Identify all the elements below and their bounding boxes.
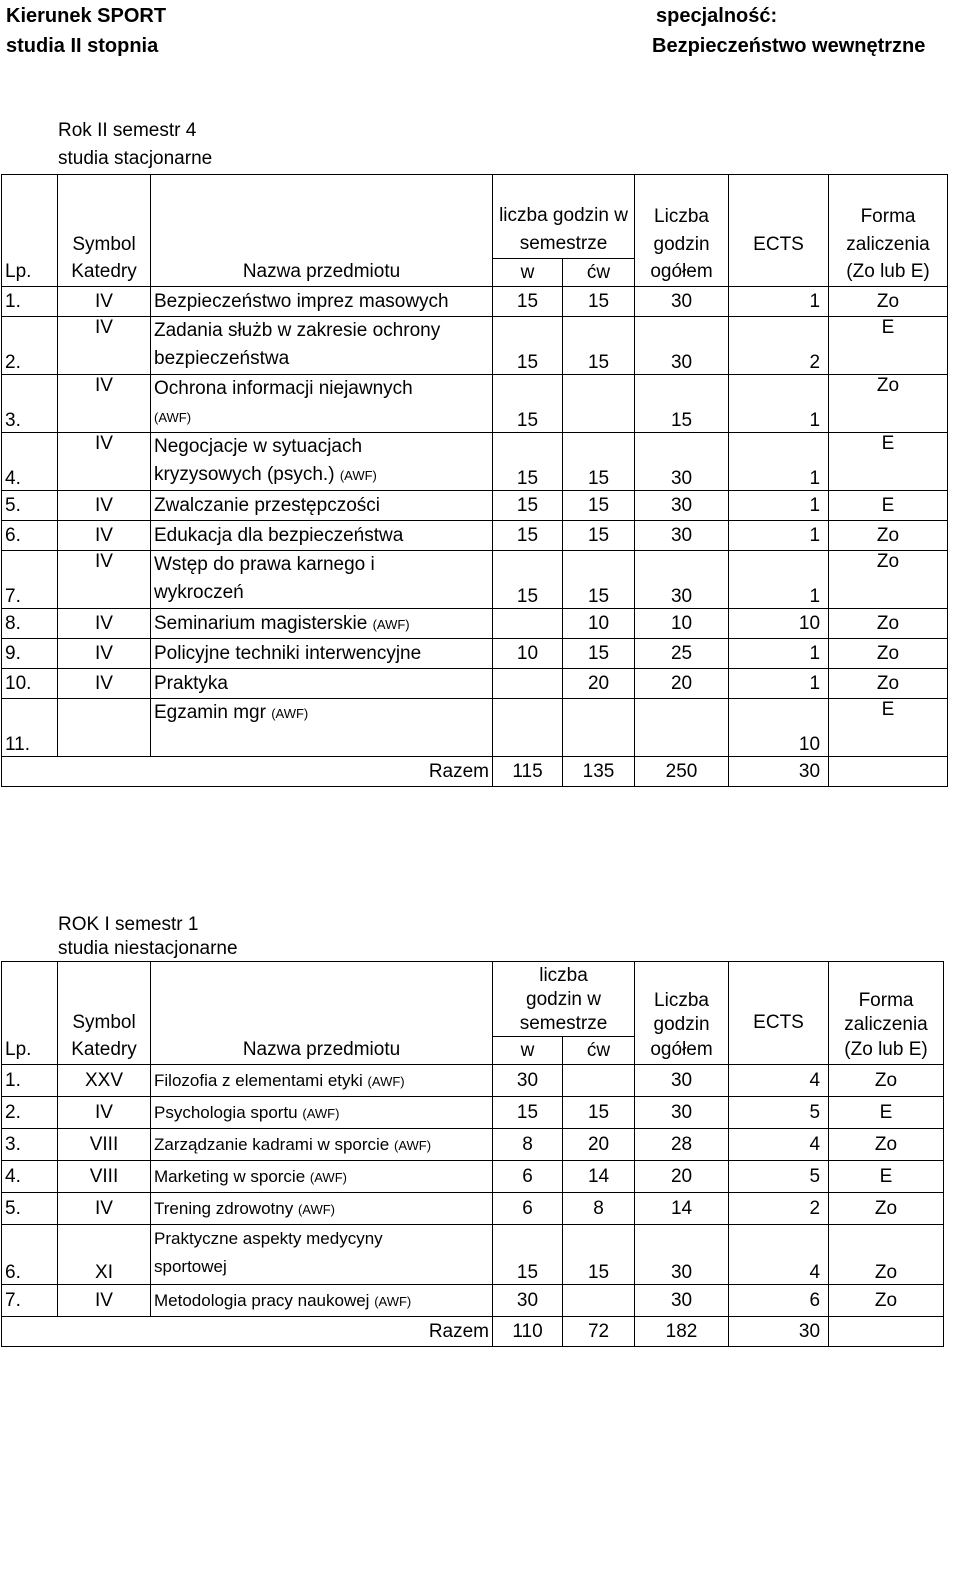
cell-subject-name — [151, 375, 493, 433]
cell-lp: 1. — [2, 287, 58, 317]
table-row — [2, 609, 948, 639]
cell-assessment-form: E — [829, 317, 948, 375]
table-row — [2, 433, 948, 491]
cell-lectures: 6 — [493, 1161, 563, 1193]
cell-subject-name — [151, 1225, 493, 1285]
header-total-line1: Liczba — [654, 989, 709, 1011]
cell-lectures: 15 — [493, 551, 563, 609]
header-form — [829, 962, 944, 1037]
subject-name-continued: kryzysowych (psych.) — [154, 464, 335, 485]
cell-department-symbol: IV — [58, 317, 151, 375]
cell-exercises: 15 — [563, 551, 635, 609]
cell-assessment-form: Zo — [829, 375, 948, 433]
header-katedry: Katedry — [58, 1037, 151, 1065]
total-cw: 135 — [563, 757, 635, 787]
cell-subject-name — [151, 1161, 493, 1193]
cell-exercises: 14 — [563, 1161, 635, 1193]
cell-lp: 9. — [2, 639, 58, 669]
total-ogolem: 182 — [635, 1317, 729, 1347]
cell-lp: 2. — [2, 317, 58, 375]
cell-lectures — [493, 609, 563, 639]
header-form-line2: zaliczenia — [844, 1013, 928, 1035]
table-header-row — [2, 962, 944, 1037]
cell-exercises — [563, 1285, 635, 1317]
subject-name-text: Marketing w sporcie — [154, 1166, 306, 1186]
cell-ects: 1 — [729, 521, 829, 551]
header-overall: ogółem — [635, 259, 729, 287]
header-ects: ECTS — [729, 962, 829, 1037]
cell-exercises: 20 — [563, 669, 635, 699]
cell-total-hours: 30 — [635, 551, 729, 609]
cell-lp: 5. — [2, 491, 58, 521]
subject-name-text: Metodologia pracy naukowej — [154, 1290, 370, 1310]
cell-assessment-form: E — [829, 1097, 944, 1129]
cell-assessment-form: Zo — [829, 669, 948, 699]
subject-name-text: Filozofia z elementami etyki — [154, 1070, 363, 1090]
header-subject-name: Nazwa przedmiotu — [151, 259, 493, 287]
cell-lp: 6. — [2, 1225, 58, 1285]
cell-assessment-form: Zo — [829, 1129, 944, 1161]
curriculum-table-semester-4 — [1, 174, 948, 787]
cell-lp: 7. — [2, 551, 58, 609]
cell-ects: 4 — [729, 1225, 829, 1285]
cell-lectures: 6 — [493, 1193, 563, 1225]
subject-name-text: Praktyczne aspekty medycyny — [154, 1229, 383, 1248]
total-w: 115 — [493, 757, 563, 787]
table-row — [2, 1285, 944, 1317]
cell-lectures: 30 — [493, 1285, 563, 1317]
header-symbol: Symbol — [58, 175, 151, 259]
cell-assessment-form: E — [829, 433, 948, 491]
cell-exercises — [563, 1065, 635, 1097]
awf-tag: (AWF) — [154, 410, 192, 425]
header-lectures: w — [493, 1037, 563, 1065]
subject-name-text: Zwalczanie przestępczości — [154, 494, 380, 516]
total-ects: 30 — [729, 1317, 829, 1347]
cell-total-hours: 30 — [635, 433, 729, 491]
cell-exercises: 20 — [563, 1129, 635, 1161]
table-subheader-row — [2, 1037, 944, 1065]
cell-lp: 6. — [2, 521, 58, 551]
cell-lp: 4. — [2, 433, 58, 491]
total-form-empty — [829, 1317, 944, 1347]
header-hours-semester-label: liczba godzin w semestrze — [499, 205, 628, 254]
awf-tag: (AWF) — [372, 616, 410, 632]
cell-assessment-form: Zo — [829, 609, 948, 639]
cell-ects: 1 — [729, 639, 829, 669]
cell-lectures: 15 — [493, 433, 563, 491]
cell-department-symbol: IV — [58, 1097, 151, 1129]
cell-lp: 7. — [2, 1285, 58, 1317]
total-label: Razem — [2, 757, 493, 787]
cell-subject-name — [151, 1129, 493, 1161]
cell-subject-name — [151, 1065, 493, 1097]
subject-name-text: Edukacja dla bezpieczeństwa — [154, 524, 404, 546]
cell-subject-name — [151, 317, 493, 375]
cell-lp: 2. — [2, 1097, 58, 1129]
cell-lectures: 8 — [493, 1129, 563, 1161]
subject-name-text: Wstęp do prawa karnego i — [154, 554, 375, 575]
total-cw: 72 — [563, 1317, 635, 1347]
cell-department-symbol: VIII — [58, 1161, 151, 1193]
table-row — [2, 669, 948, 699]
awf-tag: (AWF) — [367, 1073, 405, 1089]
cell-lp: 10. — [2, 669, 58, 699]
subject-name-continued: sportowej — [154, 1257, 227, 1276]
cell-assessment-form: Zo — [829, 639, 948, 669]
table-row — [2, 1097, 944, 1129]
cell-assessment-form: Zo — [829, 551, 948, 609]
cell-exercises: 15 — [563, 1225, 635, 1285]
header-form-line1: Forma — [858, 989, 914, 1011]
cell-ects: 4 — [729, 1065, 829, 1097]
total-row — [2, 757, 948, 787]
section2-study-mode: studia niestacjonarne — [58, 938, 238, 959]
cell-total-hours: 25 — [635, 639, 729, 669]
cell-subject-name — [151, 287, 493, 317]
subject-name-text: Policyjne techniki interwencyjne — [154, 642, 422, 664]
cell-lectures: 15 — [493, 491, 563, 521]
header-total-line2: godzin — [653, 1013, 710, 1035]
cell-exercises: 15 — [563, 317, 635, 375]
cell-lp: 8. — [2, 609, 58, 639]
cell-department-symbol: XI — [58, 1225, 151, 1285]
cell-ects: 2 — [729, 1193, 829, 1225]
header-total-line2: godzin — [653, 233, 710, 255]
table-row — [2, 1065, 944, 1097]
subject-name-text: Egzamin mgr — [154, 702, 266, 723]
cell-department-symbol: XXV — [58, 1065, 151, 1097]
cell-ects: 1 — [729, 375, 829, 433]
table-header-row — [2, 175, 948, 259]
table-row — [2, 1225, 944, 1285]
cell-lectures: 15 — [493, 1225, 563, 1285]
cell-total-hours: 20 — [635, 669, 729, 699]
cell-total-hours: 20 — [635, 1161, 729, 1193]
cell-assessment-form: Zo — [829, 1065, 944, 1097]
subject-name-text: Ochrona informacji niejawnych — [154, 378, 413, 399]
cell-subject-name — [151, 1193, 493, 1225]
program-level: studia II stopnia — [6, 35, 159, 57]
cell-total-hours: 30 — [635, 317, 729, 375]
cell-total-hours: 30 — [635, 287, 729, 317]
subject-name-text: Seminarium magisterskie — [154, 612, 368, 634]
cell-exercises: 15 — [563, 287, 635, 317]
header-form-line2: zaliczenia — [846, 233, 930, 255]
subject-name-text: Negocjacje w sytuacjach — [154, 436, 363, 457]
cell-ects: 1 — [729, 551, 829, 609]
total-label: Razem — [2, 1317, 493, 1347]
cell-assessment-form: E — [829, 491, 948, 521]
cell-subject-name — [151, 521, 493, 551]
cell-total-hours: 30 — [635, 521, 729, 551]
cell-department-symbol: IV — [58, 491, 151, 521]
cell-department-symbol: IV — [58, 669, 151, 699]
header-form-line1: Forma — [860, 205, 916, 227]
header-overall: ogółem — [635, 1037, 729, 1065]
cell-department-symbol: IV — [58, 609, 151, 639]
cell-ects: 1 — [729, 433, 829, 491]
header-zo-or-e: (Zo lub E) — [829, 1037, 944, 1065]
awf-tag: (AWF) — [297, 1201, 336, 1217]
cell-subject-name — [151, 609, 493, 639]
header-exercises: ćw — [563, 259, 635, 287]
total-ects: 30 — [729, 757, 829, 787]
header-subject-name: Nazwa przedmiotu — [151, 1037, 493, 1065]
total-w: 110 — [493, 1317, 563, 1347]
subject-name-text: Psychologia sportu — [154, 1102, 298, 1122]
header-ects: ECTS — [729, 175, 829, 259]
cell-lp: 3. — [2, 1129, 58, 1161]
cell-lectures: 15 — [493, 521, 563, 551]
cell-assessment-form: E — [829, 699, 948, 757]
cell-ects: 6 — [729, 1285, 829, 1317]
cell-ects: 1 — [729, 287, 829, 317]
header-total-hours — [635, 962, 729, 1037]
awf-tag: (AWF) — [302, 1105, 340, 1121]
cell-ects: 10 — [729, 699, 829, 757]
cell-ects: 4 — [729, 1129, 829, 1161]
cell-total-hours: 30 — [635, 491, 729, 521]
header-lectures: w — [493, 259, 563, 287]
header-hours-line2: godzin w — [526, 989, 601, 1010]
table-row — [2, 521, 948, 551]
cell-total-hours: 30 — [635, 1065, 729, 1097]
cell-department-symbol: IV — [58, 639, 151, 669]
header-hours-semester — [493, 175, 635, 259]
cell-assessment-form: Zo — [829, 1225, 944, 1285]
table-subheader-row — [2, 259, 948, 287]
cell-subject-name — [151, 433, 493, 491]
cell-lectures: 15 — [493, 317, 563, 375]
header-form — [829, 175, 948, 259]
cell-lp: 11. — [2, 699, 58, 757]
cell-department-symbol: IV — [58, 375, 151, 433]
cell-exercises: 15 — [563, 1097, 635, 1129]
cell-ects: 1 — [729, 669, 829, 699]
cell-exercises — [563, 699, 635, 757]
cell-lectures: 15 — [493, 375, 563, 433]
awf-tag: (AWF) — [394, 1137, 432, 1153]
cell-subject-name — [151, 669, 493, 699]
cell-department-symbol: IV — [58, 287, 151, 317]
cell-total-hours: 30 — [635, 1285, 729, 1317]
cell-subject-name — [151, 699, 493, 757]
cell-total-hours: 28 — [635, 1129, 729, 1161]
cell-lectures: 15 — [493, 1097, 563, 1129]
cell-lectures — [493, 699, 563, 757]
cell-total-hours: 15 — [635, 375, 729, 433]
cell-department-symbol: VIII — [58, 1129, 151, 1161]
cell-subject-name — [151, 1097, 493, 1129]
cell-lectures: 30 — [493, 1065, 563, 1097]
subject-name-text: Trening zdrowotny — [154, 1198, 294, 1218]
cell-ects: 2 — [729, 317, 829, 375]
subject-name-text: Zarządzanie kadrami w sporcie — [154, 1134, 390, 1154]
cell-total-hours: 10 — [635, 609, 729, 639]
table-row — [2, 1129, 944, 1161]
header-lp: Lp. — [2, 1037, 58, 1065]
header-exercises: ćw — [563, 1037, 635, 1065]
specialization-label: specjalność: — [656, 5, 778, 27]
cell-total-hours: 14 — [635, 1193, 729, 1225]
cell-lectures — [493, 669, 563, 699]
subject-name-text: Praktyka — [154, 672, 228, 694]
header-total-hours — [635, 175, 729, 259]
specialization-name: Bezpieczeństwo wewnętrzne — [652, 35, 926, 57]
awf-tag: (AWF) — [339, 468, 377, 483]
cell-assessment-form: E — [829, 1161, 944, 1193]
header-symbol: Symbol — [58, 962, 151, 1037]
header-hours-line3: semestrze — [519, 1013, 608, 1034]
awf-tag: (AWF) — [309, 1169, 347, 1185]
table-row — [2, 317, 948, 375]
program-title: Kierunek SPORT — [6, 5, 167, 27]
table-row — [2, 639, 948, 669]
total-ogolem: 250 — [635, 757, 729, 787]
header-lp: Lp. — [2, 259, 58, 287]
cell-department-symbol: IV — [58, 1193, 151, 1225]
header-hours-line1: liczba — [539, 965, 588, 986]
cell-exercises: 15 — [563, 491, 635, 521]
table-row — [2, 699, 948, 757]
cell-total-hours: 30 — [635, 1097, 729, 1129]
cell-ects: 5 — [729, 1097, 829, 1129]
cell-lectures: 15 — [493, 287, 563, 317]
subject-name-continued: bezpieczeństwa — [154, 348, 290, 369]
cell-ects: 10 — [729, 609, 829, 639]
cell-department-symbol: IV — [58, 1285, 151, 1317]
cell-lp: 5. — [2, 1193, 58, 1225]
cell-assessment-form: Zo — [829, 1285, 944, 1317]
cell-exercises: 15 — [563, 433, 635, 491]
cell-exercises: 10 — [563, 609, 635, 639]
cell-department-symbol: IV — [58, 551, 151, 609]
cell-exercises — [563, 375, 635, 433]
cell-subject-name — [151, 491, 493, 521]
cell-subject-name — [151, 639, 493, 669]
header-zo-or-e: (Zo lub E) — [829, 259, 948, 287]
cell-total-hours — [635, 699, 729, 757]
cell-subject-name — [151, 1285, 493, 1317]
section1-semester: Rok II semestr 4 — [58, 120, 197, 141]
cell-exercises: 15 — [563, 521, 635, 551]
table-row — [2, 1161, 944, 1193]
awf-tag: (AWF) — [374, 1293, 412, 1309]
subject-name-text: Zadania służb w zakresie ochrony — [154, 320, 441, 341]
cell-department-symbol — [58, 699, 151, 757]
section2-semester: ROK I semestr 1 — [58, 914, 199, 935]
section1-study-mode: studia stacjonarne — [58, 148, 213, 169]
cell-subject-name — [151, 551, 493, 609]
table-row — [2, 375, 948, 433]
table-row — [2, 551, 948, 609]
total-form-empty — [829, 757, 948, 787]
subject-name-continued: wykroczeń — [154, 582, 244, 603]
cell-lp: 3. — [2, 375, 58, 433]
cell-ects: 1 — [729, 491, 829, 521]
cell-assessment-form: Zo — [829, 1193, 944, 1225]
header-total-line1: Liczba — [654, 205, 709, 227]
cell-assessment-form: Zo — [829, 521, 948, 551]
table-row — [2, 1193, 944, 1225]
total-row — [2, 1317, 944, 1347]
table-row — [2, 491, 948, 521]
cell-exercises: 8 — [563, 1193, 635, 1225]
header-katedry: Katedry — [58, 259, 151, 287]
cell-total-hours: 30 — [635, 1225, 729, 1285]
awf-tag: (AWF) — [271, 706, 309, 721]
cell-lp: 4. — [2, 1161, 58, 1193]
cell-department-symbol: IV — [58, 521, 151, 551]
table-row — [2, 287, 948, 317]
subject-name-text: Bezpieczeństwo imprez masowych — [154, 290, 449, 312]
cell-department-symbol: IV — [58, 433, 151, 491]
cell-exercises: 15 — [563, 639, 635, 669]
header-hours-semester — [493, 962, 635, 1037]
cell-lectures: 10 — [493, 639, 563, 669]
cell-assessment-form: Zo — [829, 287, 948, 317]
curriculum-table-semester-1 — [1, 961, 944, 1347]
cell-ects: 5 — [729, 1161, 829, 1193]
cell-lp: 1. — [2, 1065, 58, 1097]
